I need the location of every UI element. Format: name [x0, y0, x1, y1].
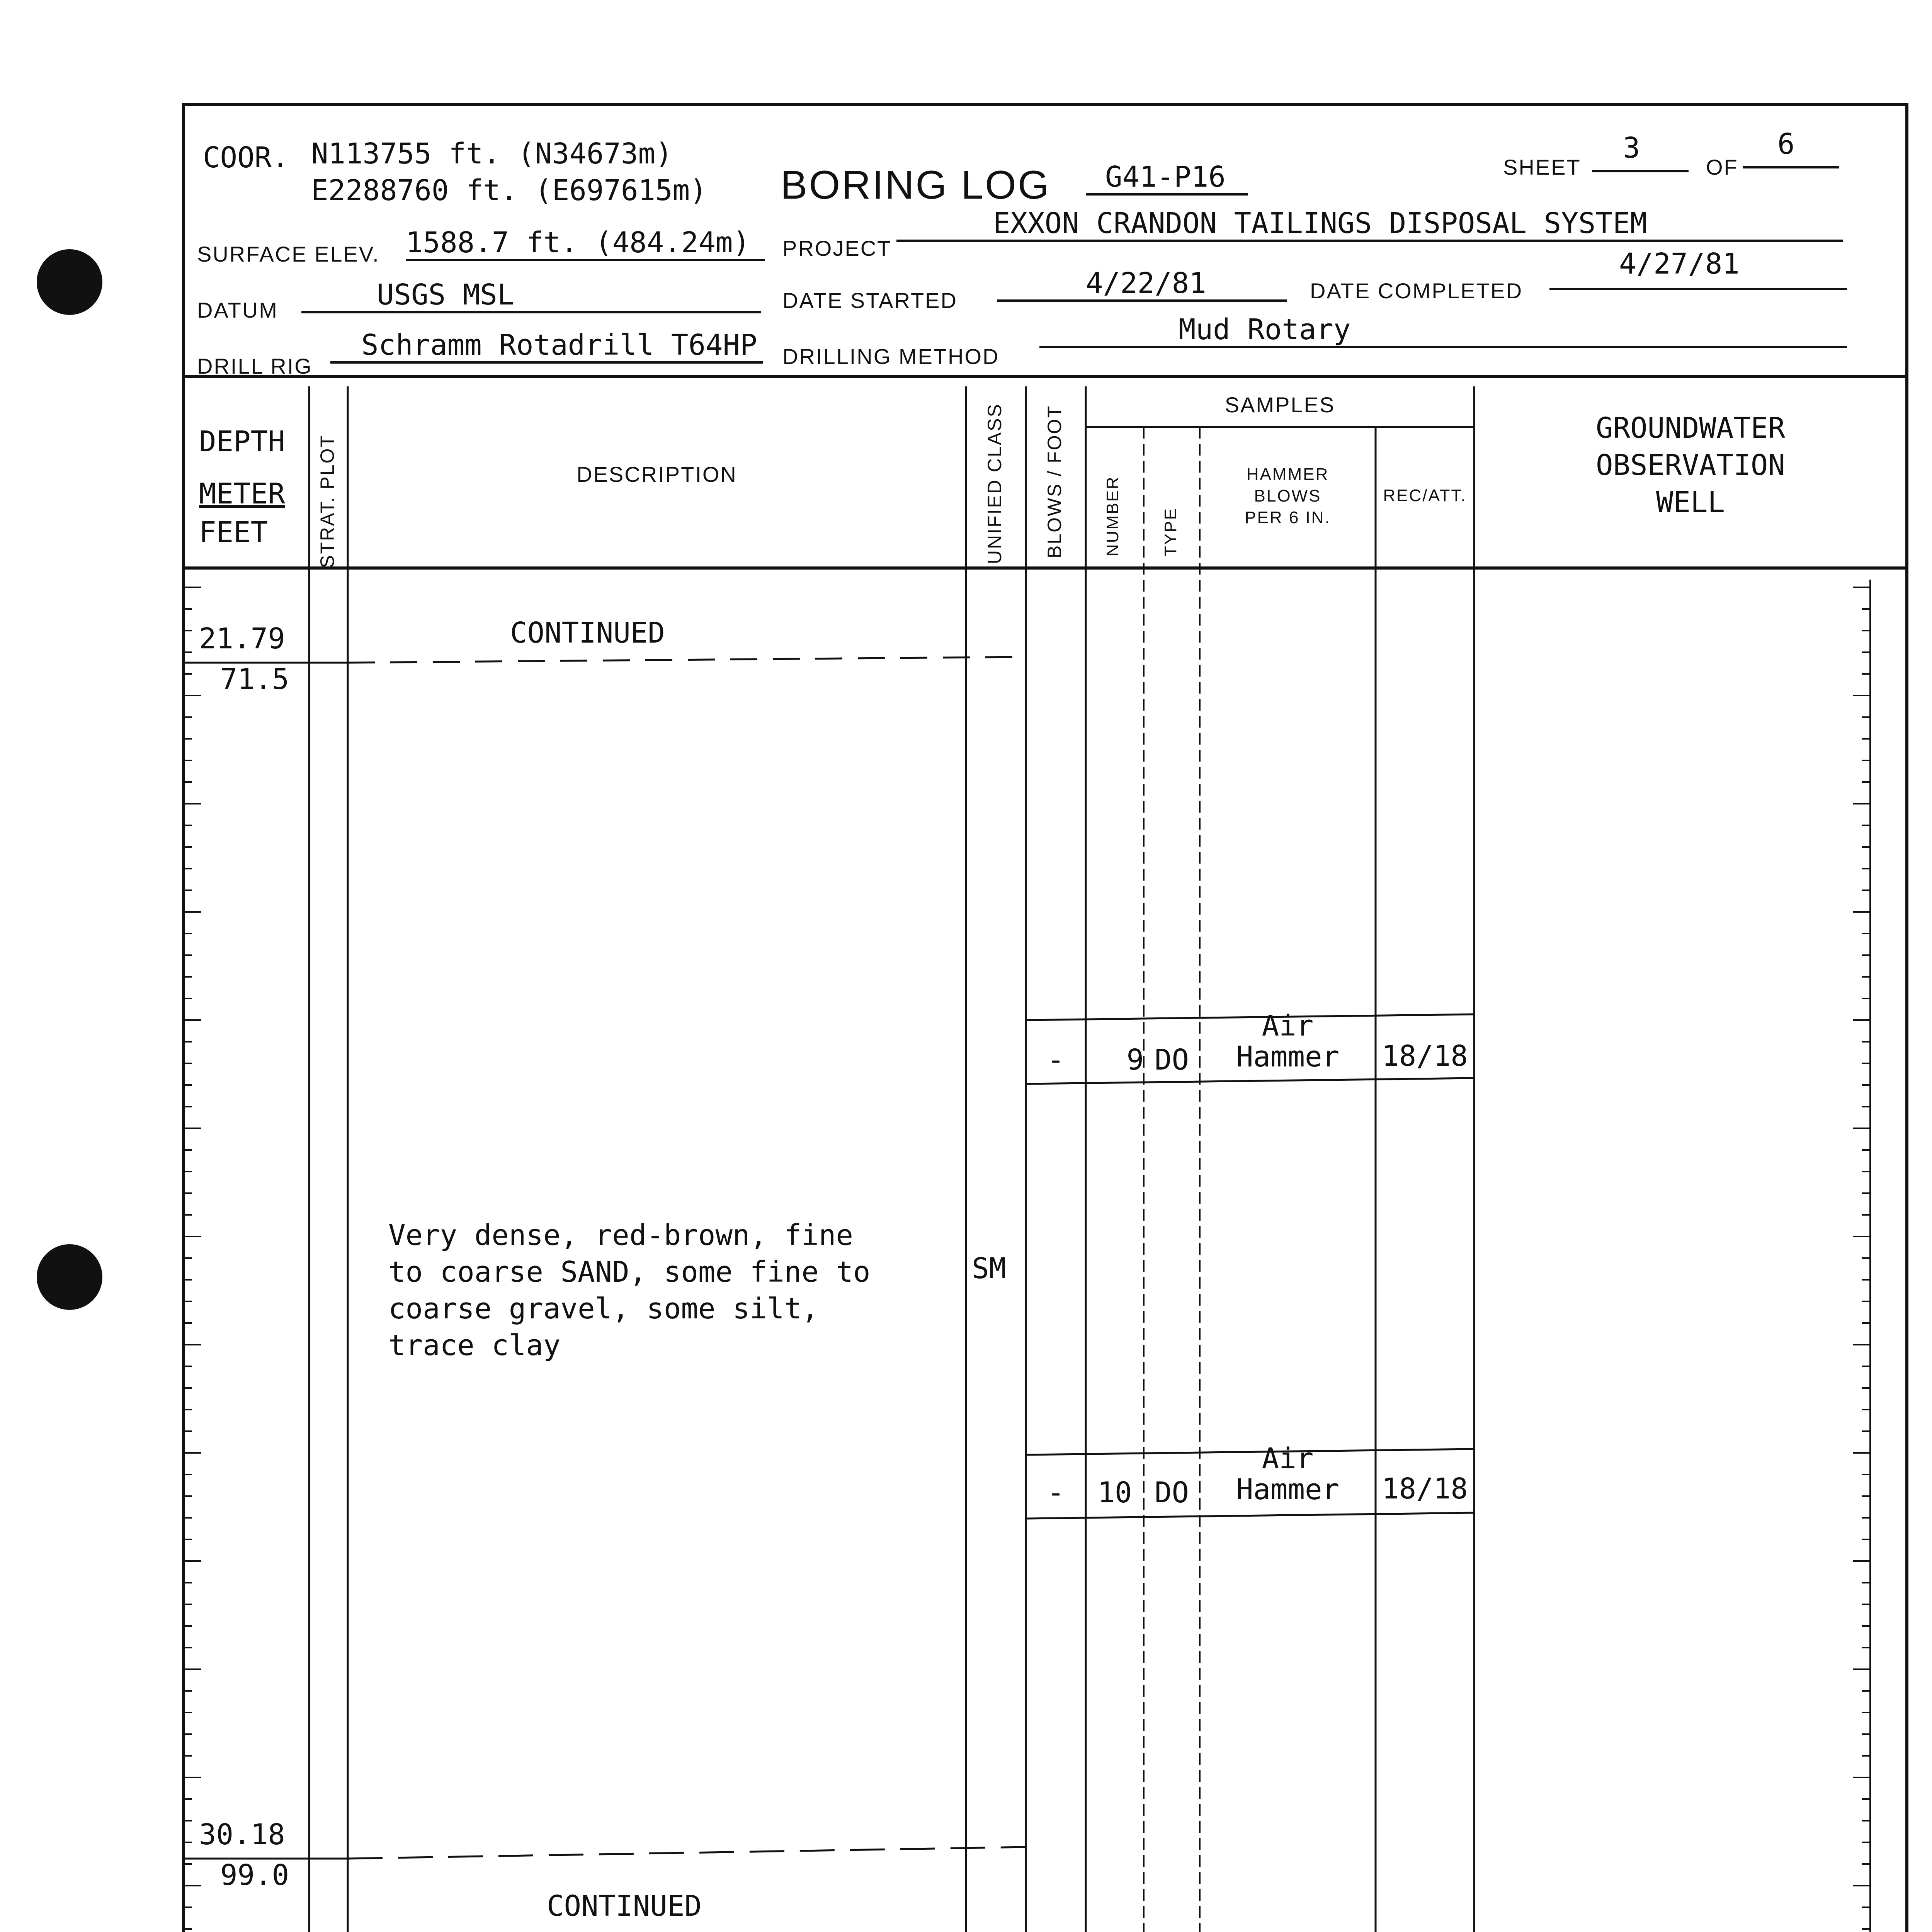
strat-plot-header: STRAT. PLOT	[316, 434, 338, 568]
of-label: OF	[1706, 155, 1738, 179]
datum-value: USGS MSL	[377, 278, 515, 311]
date-started-line	[997, 299, 1287, 302]
bottom-depth-meter: 30.18	[199, 1818, 285, 1851]
sample-hammer-line2: Hammer	[1236, 1040, 1340, 1073]
drill-rig-line	[330, 361, 763, 364]
date-completed-label: DATE COMPLETED	[1310, 279, 1523, 303]
drilling-method-line	[1039, 346, 1847, 348]
sample-type: DO	[1154, 1476, 1189, 1509]
soil-description	[388, 1217, 870, 1364]
boring-id-underline	[1086, 193, 1248, 196]
drilling-method-value: Mud Rotary	[1179, 313, 1351, 346]
hammer-header-line1: HAMMER	[1246, 465, 1329, 484]
project-value: EXXON CRANDON TAILINGS DISPOSAL SYSTEM	[993, 207, 1647, 240]
drill-rig-label: DRILL RIG	[197, 354, 313, 378]
sample-recovery: 18/18	[1382, 1039, 1468, 1073]
number-header: NUMBER	[1103, 476, 1122, 556]
coor-north: N113755 ft. (N34673m)	[311, 137, 673, 170]
top-depth-feet: 71.5	[220, 663, 289, 696]
description-line: coarse gravel, some silt,	[388, 1292, 819, 1325]
datum-label: DATUM	[197, 298, 278, 322]
description-line: trace clay	[388, 1329, 561, 1362]
rec-att-header: REC/ATT.	[1383, 486, 1467, 505]
sample-hammer-line2: Hammer	[1236, 1473, 1340, 1506]
sample-type: DO	[1154, 1043, 1189, 1077]
top-continued: CONTINUED	[510, 616, 665, 650]
datum-line	[301, 311, 761, 313]
meter-header: METER	[199, 477, 285, 510]
sheet-number-line	[1592, 170, 1689, 172]
bottom-continued: CONTINUED	[547, 1889, 702, 1923]
form-title: BORING LOG	[781, 163, 1051, 207]
project-line	[896, 240, 1843, 242]
unified-class-header: UNIFIED CLASS	[984, 403, 1005, 564]
boring-id: G41-P16	[1105, 160, 1226, 194]
hammer-blows-header	[1200, 464, 1376, 529]
surface-elev-label: SURFACE ELEV.	[197, 242, 380, 266]
sample-hammer	[1200, 1010, 1376, 1072]
gw-header-line1: GROUNDWATER	[1595, 412, 1786, 445]
sample-hammer-line1: Air	[1262, 1442, 1314, 1475]
samples-header: SAMPLES	[1225, 393, 1335, 417]
sample-blows: -	[1047, 1476, 1065, 1509]
coor-east: E2288760 ft. (E697615m)	[311, 174, 707, 207]
groundwater-header	[1474, 410, 1907, 521]
date-completed-value: 4/27/81	[1619, 247, 1740, 281]
unified-class-value: SM	[972, 1252, 1007, 1285]
description-header: DESCRIPTION	[577, 462, 737, 486]
depth-header: DEPTH	[199, 425, 285, 458]
date-started-value: 4/22/81	[1086, 267, 1206, 300]
sample-blows: -	[1047, 1043, 1065, 1077]
drilling-method-label: DRILLING METHOD	[782, 344, 1000, 369]
surface-elev-value: 1588.7 ft. (484.24m)	[406, 226, 750, 259]
sample-number: 9	[1126, 1043, 1144, 1077]
date-started-label: DATE STARTED	[782, 288, 957, 313]
type-header: TYPE	[1161, 507, 1180, 556]
project-label: PROJECT	[782, 236, 892, 260]
sample-hammer	[1200, 1443, 1376, 1505]
date-completed-line	[1549, 288, 1847, 290]
blows-per-foot-header: BLOWS / FOOT	[1044, 405, 1065, 558]
gw-header-line2: OBSERVATION	[1595, 449, 1786, 482]
description-line: to coarse SAND, some fine to	[388, 1255, 871, 1289]
sheet-number: 3	[1623, 131, 1640, 165]
coor-label: COOR.	[203, 141, 289, 174]
sheet-label: SHEET	[1503, 155, 1581, 179]
sheet-total-line	[1743, 166, 1839, 168]
feet-header: FEET	[199, 516, 268, 549]
hammer-header-line3: PER 6 IN.	[1245, 508, 1331, 527]
sample-number: 10	[1097, 1476, 1132, 1509]
top-depth-meter: 21.79	[199, 622, 285, 655]
bottom-depth-feet: 99.0	[220, 1859, 289, 1892]
description-line: Very dense, red-brown, fine	[388, 1219, 853, 1252]
sample-recovery: 18/18	[1382, 1472, 1468, 1505]
surface-elev-line	[406, 259, 765, 261]
sheet-total: 6	[1777, 128, 1795, 161]
drill-rig-value: Schramm Rotadrill T64HP	[361, 328, 757, 362]
hammer-header-line2: BLOWS	[1254, 486, 1321, 505]
gw-header-line3: WELL	[1656, 486, 1725, 519]
sample-hammer-line1: Air	[1262, 1009, 1314, 1043]
